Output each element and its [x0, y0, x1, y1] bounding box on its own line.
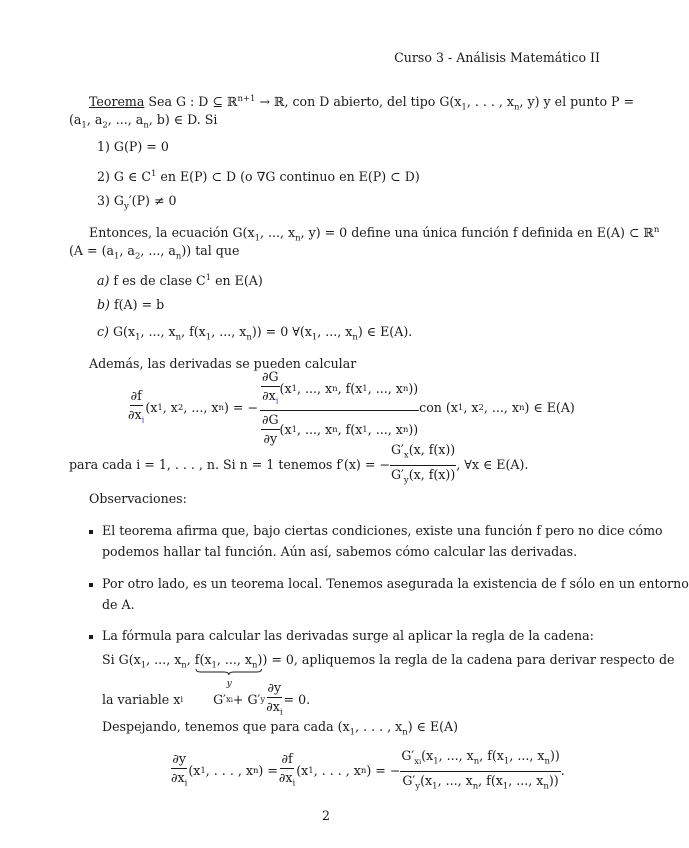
denominator — [265, 698, 283, 721]
observation-3-line-1: La fórmula para calcular las derivadas surge al aplicar la regla de la cadena: — [102, 628, 594, 643]
text: , f(x — [478, 772, 503, 788]
subscript: 1 — [254, 233, 260, 244]
subscript: i — [279, 707, 283, 718]
observation-2-line-2: de A. — [102, 597, 135, 612]
theorem-text: , y) y el punto P = — [519, 94, 635, 110]
text: f es de clase C — [109, 273, 206, 289]
subscript: n — [513, 102, 520, 113]
text: en E(A) — [211, 273, 263, 289]
theorem-label: Teorema — [89, 94, 145, 110]
item-label: b) — [97, 297, 110, 312]
text: , ..., x — [509, 747, 545, 763]
text: f(A) = b — [109, 297, 165, 312]
subscript — [226, 692, 233, 708]
denominator — [261, 387, 279, 410]
text: , f(x — [337, 381, 363, 396]
item-b — [97, 297, 164, 313]
subscript: i — [419, 757, 422, 766]
denominator — [401, 772, 559, 795]
derivative-formula — [127, 368, 575, 447]
subscript: n — [332, 424, 338, 435]
text: , f(x — [479, 747, 504, 763]
dy-dxi-fraction — [170, 751, 188, 792]
denominator — [127, 406, 145, 429]
subscript: 1 — [114, 251, 120, 262]
underbrace-group — [194, 652, 263, 689]
text: ) = 0, apliquemos la regla de la cadena para derivar respecto de — [262, 652, 675, 667]
text: (x — [188, 763, 201, 778]
subscript: y — [415, 781, 421, 792]
text: , ..., x — [508, 772, 544, 788]
subscript: n — [175, 251, 182, 262]
theorem-text: → ℝ, con D abierto, del tipo G(x — [255, 94, 462, 110]
numerator — [390, 442, 456, 466]
final-formula — [170, 747, 565, 792]
text: G′ — [401, 747, 415, 763]
item-label: a) — [97, 273, 110, 289]
subscript: n — [246, 332, 252, 343]
denominator — [170, 769, 188, 792]
text: (x — [279, 381, 292, 396]
observations-title: Observaciones: — [89, 491, 187, 506]
theorem-text: , a — [86, 112, 103, 127]
subscript: n — [143, 120, 149, 131]
text: , ..., x — [483, 400, 519, 415]
text: Entonces, la ecuación G(x — [89, 225, 255, 241]
df-dxi-fraction — [278, 751, 296, 792]
text: G′ — [390, 441, 404, 457]
df-dxi-fraction — [127, 388, 145, 429]
text: , f(x — [181, 324, 206, 339]
text: , ..., x — [317, 324, 353, 339]
subscript: 1 — [205, 332, 212, 343]
bullet-marker — [89, 583, 93, 587]
hypothesis-1: 1) G(P) = 0 — [97, 139, 169, 154]
exp: 1 — [150, 169, 157, 179]
text: , ∀x ∈ E(A). — [456, 457, 529, 472]
bullet-marker — [89, 530, 93, 534]
text: , ..., x — [183, 400, 219, 415]
text: f(x — [194, 652, 212, 667]
item-a — [97, 270, 263, 289]
text: G′ — [402, 772, 416, 788]
subscript: y — [124, 201, 129, 212]
text: , ..., x — [211, 324, 247, 339]
subscript: 2 — [102, 120, 108, 131]
text: con (x — [419, 400, 458, 415]
subscript: x — [403, 450, 409, 461]
text: x — [414, 756, 420, 767]
text: , ..., x — [146, 652, 182, 667]
exp: 1 — [205, 273, 212, 283]
observation-3-variable-line — [102, 679, 311, 718]
numerator: ∂f — [130, 388, 143, 406]
text: , ..., x — [259, 225, 296, 241]
text: , ..., a — [140, 243, 176, 258]
numerator: ∂G — [261, 412, 280, 430]
text: , ..., x — [297, 381, 333, 396]
hyp-text: 3) G — [97, 193, 124, 208]
hypothesis-2 — [97, 166, 420, 185]
item-label: c) — [97, 324, 109, 339]
text: )) — [408, 381, 419, 396]
observation-1-line-1: El teorema afirma que, bajo ciertas condiciones, existe una función f pero no dice cómo — [102, 523, 663, 538]
hypothesis-3 — [97, 193, 177, 215]
subscript: 2 — [478, 403, 484, 413]
text: ) ∈ E(A) — [524, 400, 575, 415]
text: , a — [119, 243, 135, 258]
exp: n — [653, 225, 660, 235]
text: + G′ — [232, 692, 261, 707]
dx: ∂x — [128, 406, 142, 422]
subscript: n — [360, 766, 367, 776]
theorem-text: , . . . , x — [466, 94, 514, 110]
text: , x — [162, 400, 178, 415]
subscript: 1 — [432, 781, 438, 792]
text: (x — [279, 421, 292, 437]
subscript: 1 — [433, 756, 439, 767]
dx: ∂x — [171, 769, 185, 785]
dx: ∂x — [266, 698, 280, 714]
dG-fraction — [260, 369, 419, 448]
subscript: i — [141, 415, 145, 426]
subscript: i — [275, 396, 279, 407]
text: = 0. — [283, 692, 311, 707]
subscript: n — [252, 660, 258, 671]
subscript: 1 — [502, 781, 509, 792]
text: ) = − — [223, 400, 258, 415]
subscript: n — [544, 756, 550, 767]
dG-dy — [261, 412, 280, 447]
text: , — [186, 652, 195, 667]
dy-dxi-fraction — [265, 680, 283, 721]
subscript: n — [252, 766, 259, 776]
text: )) = 0 ∀(x — [251, 324, 312, 339]
theorem-line-2 — [69, 112, 217, 134]
dG-dxi — [261, 369, 280, 410]
text: Despejando, tenemos que para cada (x — [102, 719, 350, 734]
theorem-text: , ..., a — [107, 112, 144, 127]
subscript: 1 — [349, 727, 356, 738]
subscript: 1 — [461, 102, 467, 113]
hyp-text: 2) G ∈ C — [97, 169, 151, 185]
subscript: i — [180, 695, 184, 705]
subscript: n — [295, 233, 301, 244]
text: , y) = 0 define una única función f definida en E(A) ⊂ ℝ — [300, 225, 654, 241]
text: (x, f(x)) — [408, 466, 456, 482]
underbrace-icon — [195, 668, 263, 676]
text: G′ — [213, 692, 227, 707]
text: ) ∈ E(A). — [357, 324, 413, 339]
subscript: 1 — [200, 766, 206, 776]
text: ) — [257, 652, 263, 667]
subscript: n — [332, 384, 338, 394]
subscript: 1 — [135, 332, 141, 343]
text: , ..., x — [140, 324, 176, 339]
text: (x — [296, 763, 309, 778]
text: . — [560, 763, 565, 778]
denominator: ∂y — [263, 431, 278, 447]
subscript: n — [519, 403, 525, 413]
text: , ..., x — [437, 772, 473, 788]
text: (x, f(x)) — [408, 441, 456, 457]
subscript: 1 — [311, 332, 318, 343]
text: )) — [548, 772, 559, 788]
subscript: n — [402, 424, 409, 435]
text: )) — [408, 421, 419, 437]
numerator — [400, 748, 560, 772]
subscript: 1 — [291, 424, 297, 435]
gx-gy-fraction — [390, 442, 456, 488]
text: ) = — [258, 763, 278, 778]
subscript: n — [543, 781, 549, 792]
subscript: n — [352, 332, 358, 343]
denominator — [390, 466, 456, 489]
text: , . . . , x — [355, 719, 403, 734]
subscript: 1 — [81, 120, 87, 131]
text: , ..., x — [367, 421, 403, 437]
text: (x — [145, 400, 158, 415]
text: la variable x — [102, 692, 181, 707]
text: , ..., x — [438, 747, 474, 763]
numerator: ∂y — [267, 680, 283, 698]
text: para cada i = 1, . . . , n. Si n = 1 tenemos f′(x) = − — [69, 457, 390, 472]
text: ) = − — [366, 763, 401, 778]
underbrace-label: y — [226, 679, 232, 689]
subscript: 1 — [308, 766, 314, 776]
text: )) — [549, 747, 560, 763]
subscript: n — [181, 660, 187, 671]
bullet-marker — [89, 635, 93, 639]
dx: ∂x — [278, 769, 293, 785]
text: , ..., x — [367, 381, 403, 396]
subscript: n — [473, 756, 480, 767]
text: )) tal que — [181, 243, 240, 258]
subscript: n — [402, 384, 409, 394]
theorem-text: Sea G : D ⊆ ℝ — [148, 94, 238, 110]
page-number: 2 — [322, 808, 331, 823]
theorem-text: (a — [69, 112, 82, 127]
item-c — [97, 324, 412, 346]
text: , ..., x — [216, 652, 253, 667]
subscript: i — [292, 778, 296, 789]
subscript: n — [175, 332, 182, 343]
text: x — [226, 695, 231, 705]
subscript: 2 — [134, 251, 141, 262]
derivatives-intro: Además, las derivadas se pueden calcular — [89, 356, 357, 371]
text: , x — [463, 400, 479, 415]
gxi-gy-fraction — [400, 748, 560, 794]
theorem-exp: n+1 — [237, 94, 256, 104]
denominator — [278, 769, 296, 792]
subscript: y — [403, 475, 409, 486]
subscript: 1 — [157, 403, 163, 413]
text: , f(x — [337, 421, 363, 437]
numerator: ∂f — [280, 751, 293, 769]
observation-2-line-1: Por otro lado, es un teorema local. Tenemos asegurada la existencia de f sólo en un entorno — [102, 576, 689, 591]
observation-1-line-2: podemos hallar tal función. Aún así, sabemos cómo calcular las derivadas. — [102, 544, 578, 559]
hyp-text: ′(P) ≠ 0 — [128, 193, 177, 208]
dx: ∂x — [262, 387, 276, 403]
subscript: n — [218, 403, 224, 413]
text: G(x — [108, 324, 136, 339]
text: ) ∈ E(A) — [407, 719, 459, 734]
subscript: y — [260, 695, 266, 705]
text: , . . . , x — [205, 763, 253, 778]
course-header: Curso 3 - Análisis Matemático II — [394, 50, 600, 65]
numerator: ∂y — [171, 751, 187, 769]
text: (x — [421, 747, 434, 763]
observation-3-si-line — [102, 652, 675, 689]
subscript: 1 — [211, 660, 217, 671]
text: (A = (a — [69, 243, 114, 258]
subscript: n — [472, 781, 479, 792]
subscript: i — [184, 778, 188, 789]
para-cada-line — [69, 441, 529, 486]
text: , ..., x — [297, 421, 333, 437]
subscript: 1 — [291, 384, 297, 394]
subscript: 1 — [140, 660, 147, 671]
numerator: ∂G — [261, 369, 280, 387]
numerator — [260, 369, 419, 412]
observation-3-despejando — [102, 719, 458, 741]
text: , . . . , x — [313, 763, 361, 778]
subscript: 2 — [177, 403, 184, 413]
text: Si G(x — [102, 652, 141, 667]
hyp-text: en E(P) ⊂ D (o ∇G continuo en E(P) ⊂ D) — [156, 169, 420, 185]
subscript: 1 — [362, 384, 368, 394]
subscript: 1 — [503, 756, 510, 767]
subscript: 1 — [457, 403, 464, 413]
subscript: n — [402, 727, 408, 738]
text: G′ — [390, 466, 404, 482]
subscript: 1 — [362, 424, 368, 435]
theorem-text: , b) ∈ D. Si — [148, 112, 218, 127]
subscript: i — [230, 696, 233, 704]
conclusion-line-2 — [69, 243, 239, 265]
text: (x — [420, 772, 433, 788]
